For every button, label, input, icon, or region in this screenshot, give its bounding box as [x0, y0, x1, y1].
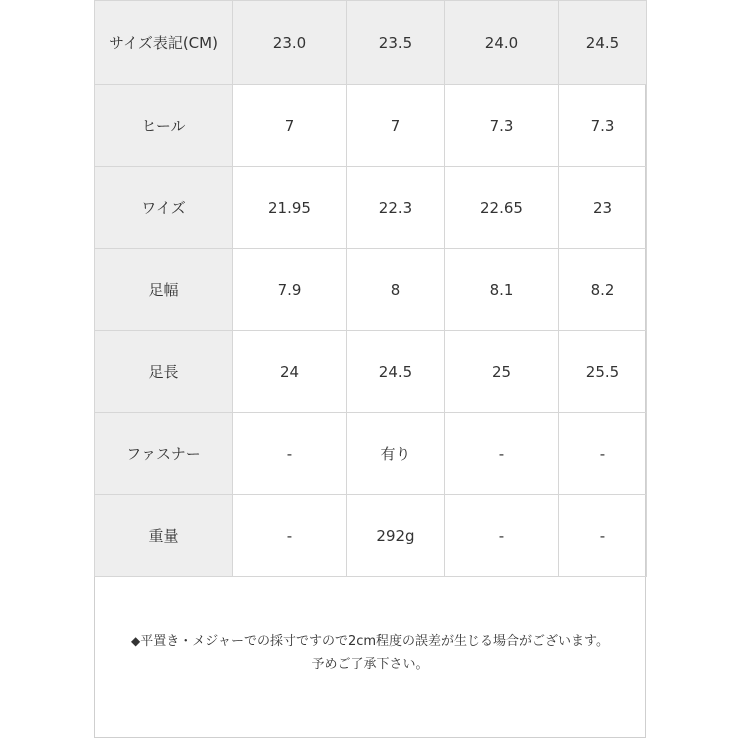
table-cell: 7.3 [559, 85, 647, 167]
table-cell: - [445, 413, 559, 495]
table-cell: 22.3 [347, 167, 445, 249]
header-label: サイズ表記(CM) [95, 1, 233, 85]
row-label-fastener: ファスナー [95, 413, 233, 495]
table-cell: 24.5 [347, 331, 445, 413]
size-table [94, 0, 647, 577]
diamond-bullet-icon: ◆ [130, 634, 141, 648]
table-cell: - [233, 495, 347, 577]
table-cell: 25 [445, 331, 559, 413]
table-row [95, 413, 647, 495]
size-column-header: 23.5 [347, 1, 445, 85]
table-cell: 有り [347, 413, 445, 495]
table-cell: 8 [347, 249, 445, 331]
table-cell: - [233, 413, 347, 495]
table-cell: 7 [233, 85, 347, 167]
table-cell: 7.3 [445, 85, 559, 167]
size-column-header: 24.0 [445, 1, 559, 85]
note-text-1: 平置き・メジャーでの採寸ですので2cm程度の誤差が生じる場合がございます。 [140, 634, 610, 649]
table-cell: 25.5 [559, 331, 647, 413]
table-cell: 292g [347, 495, 445, 577]
measurement-note [94, 630, 646, 676]
table-row [95, 495, 647, 577]
table-cell: - [445, 495, 559, 577]
table-cell: - [559, 413, 647, 495]
table-cell: 24 [233, 331, 347, 413]
table-cell: - [559, 495, 647, 577]
table-cell: 7 [347, 85, 445, 167]
row-label-width: ワイズ [95, 167, 233, 249]
table-cell: 8.1 [445, 249, 559, 331]
table-cell: 21.95 [233, 167, 347, 249]
size-column-header: 23.0 [233, 1, 347, 85]
table-cell: 22.65 [445, 167, 559, 249]
row-label-foot-width: 足幅 [95, 249, 233, 331]
table-cell: 7.9 [233, 249, 347, 331]
table-row [95, 331, 647, 413]
row-label-foot-length: 足長 [95, 331, 233, 413]
table-header-row [95, 1, 647, 85]
table-row [95, 167, 647, 249]
row-label-weight: 重量 [95, 495, 233, 577]
size-column-header: 24.5 [559, 1, 647, 85]
table-cell: 23 [559, 167, 647, 249]
note-line-2: 予めご了承下さい。 [311, 657, 429, 672]
row-label-heel: ヒール [95, 85, 233, 167]
table-row [95, 249, 647, 331]
table-cell: 8.2 [559, 249, 647, 331]
table-row [95, 85, 647, 167]
note-line-1 [94, 630, 646, 653]
